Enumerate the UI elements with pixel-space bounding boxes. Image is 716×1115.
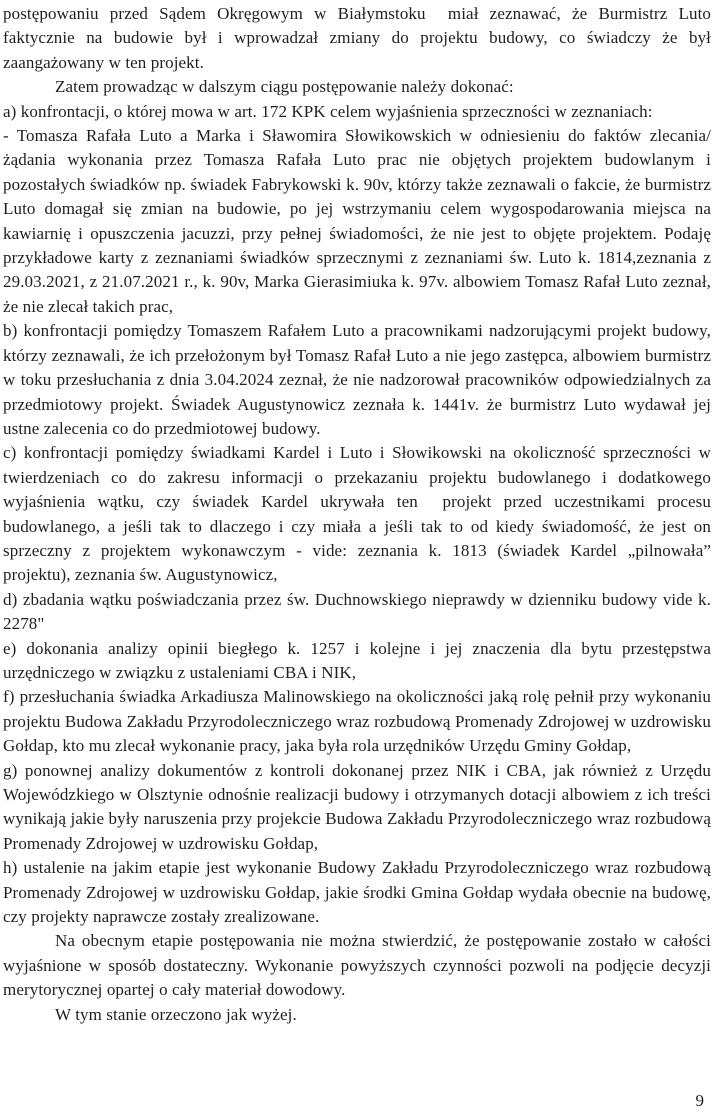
paragraph: e) dokonania analizy opinii biegłego k. 1257 i kolejne i jej znaczenia dla bytu przestępstwa urzędniczego w związku z ustaleniami CBA i NIK, xyxy=(3,638,716,682)
paragraph: f) przesłuchania świadka Arkadiusza Malinowskiego na okoliczności jaką rolę pełnił przy wykonaniu projektu Budowa Zakładu Przyrodoleczniczego wraz rozbudową Promenady Zdrojowej w uzdrowisku Gołdap, kto mu zlecał wykonanie pracy, jaka była rola urzędników Urzędu Gminy Gołdap, xyxy=(3,687,716,756)
paragraph: postępowaniu przed Sądem Okręgowym w Białymstoku miał zeznawać, że Burmistrz Luto faktycznie na budowie był i wprowadzał zmiany do projektu budowy, co świadczy że był zaangażowany w ten projekt. xyxy=(3,4,716,72)
paragraph: d) zbadania wątku poświadczania przez św. Duchnowskiego nieprawdy w dzienniku budowy vide k. 2278" xyxy=(3,589,716,634)
paragraph: c) konfrontacji pomiędzy świadkami Kardel i Luto i Słowikowski na okoliczność sprzeczności w twierdzeniach co do zakresu informacji o przekazaniu projektu budowlanego i dodatkowego wyjaśnienia wątku, czy świadek Kardel ukrywała ten projekt przed uczestnikami procesu budowlanego, a jeśli tak to dlaczego i czy miała a jeśli tak to od kiedy świadomość, że jest on sprzeczny z projektem wykonawczym - vide: zeznania k. 1813 (świadek Kardel „pilnowała” projektu), zeznania św. Augustynowicz, xyxy=(3,443,716,585)
paragraph: g) ponownej analizy dokumentów z kontroli dokonanej przez NIK i CBA, jak również z Urzędu Wojewódzkiego w Olsztynie odnośnie realizacji budowy i otrzymanych dotacji albowiem z ich treści wynikają jakie były naruszenia przy projekcie Budowa Zakładu Przyrodoleczniczego wraz rozbudową Promenady Zdrojowej w uzdrowisku Gołdap, xyxy=(3,760,716,853)
paragraph: - Tomasza Rafała Luto a Marka i Sławomira Słowikowskich w odniesieniu do faktów zlecania/żądania wykonania przez Tomasza Rafała Luto prac nie objętych projektem budowlanym i pozostałych świadków np. świadek Fabrykowski k. 90v, którzy także zeznawali o fakcie, że burmistrz Luto domagał się zmian na budowie, po jej wstrzymaniu celem wygospodarowania miejsca na kawiarnię i opuszczenia jacuzzi, przy pełnej świadomości, że nie jest to objęte projektem. Podaję przykładowe karty z zeznaniami świadków sprzecznymi z zeznaniami św. Luto k. 1814,zeznania z 29.03.2021, z 21.07.2021 r., k. 90v, Marka Gierasimiuka k. 97v. albowiem Tomasz Rafał Luto zeznał, że nie zlecał takich prac, xyxy=(3,126,716,316)
paragraph: Na obecnym etapie postępowania nie można stwierdzić, że postępowanie zostało w całości wyjaśnione w sposób dostateczny. Wykonanie powyższych czynności pozwoli na podjęcie decyzji merytorycznej opartej o cały materiał dowodowy. xyxy=(3,931,716,1000)
paragraph: h) ustalenie na jakim etapie jest wykonanie Budowy Zakładu Przyrodoleczniczego wraz rozbudową Promenady Zdrojowej w uzdrowisku Gołdap, jakie środki Gmina Gołdap wydała obecnie na budowę, czy projekty naprawcze zostały zrealizowane. xyxy=(3,858,716,927)
document-body xyxy=(3,2,716,1027)
paragraph: a) konfrontacji, o której mowa w art. 172 KPK celem wyjaśnienia sprzeczności w zeznaniach: xyxy=(3,101,653,121)
paragraph: Zatem prowadząc w dalszym ciągu postępowanie należy dokonać: xyxy=(55,77,514,97)
paragraph: b) konfrontacji pomiędzy Tomaszem Rafałem Luto a pracownikami nadzorującymi projekt budowy, którzy zeznawali, że ich przełożonym był Tomasz Rafał Luto a nie jego zastępca, albowiem burmistrz w toku przesłuchania z dnia 3.04.2024 zeznał, że nie nadzorował pracowników odpowiedzialnych za przedmiotowy projekt. Świadek Augustynowicz zeznała k. 1441v. że burmistrz Luto wydawał jej ustne zalecenia co do przedmiotowej budowy. xyxy=(3,321,716,438)
page-number: 9 xyxy=(695,1091,704,1110)
paragraph: W tym stanie orzeczono jak wyżej. xyxy=(55,1004,297,1024)
